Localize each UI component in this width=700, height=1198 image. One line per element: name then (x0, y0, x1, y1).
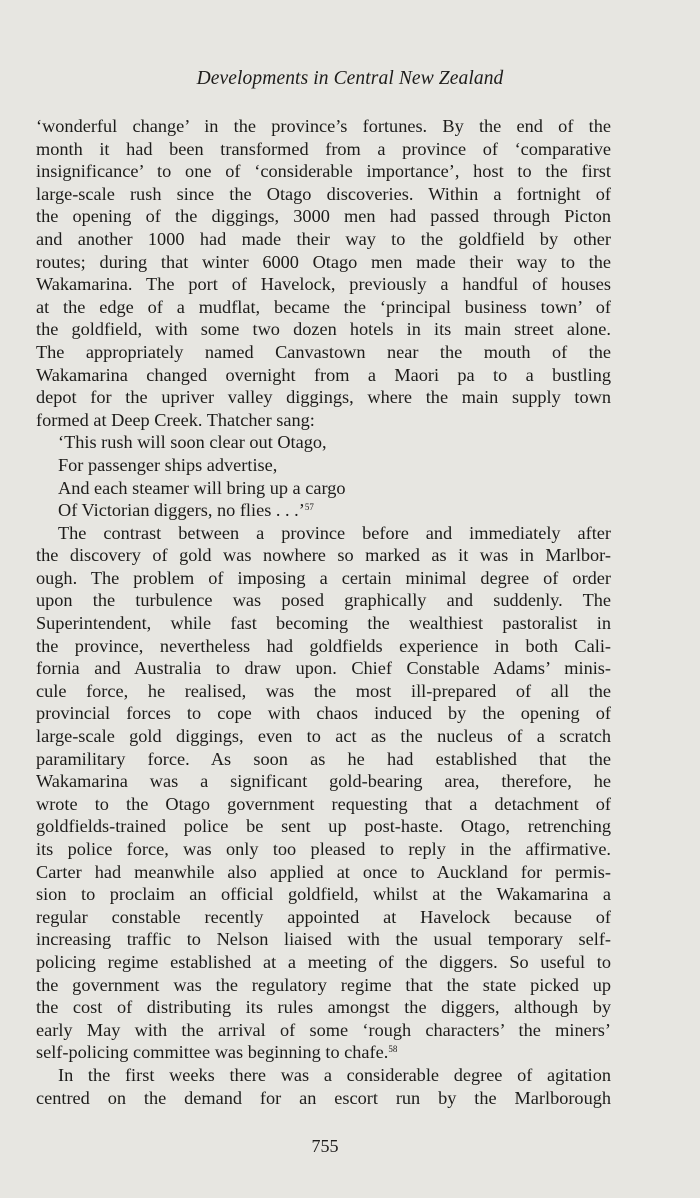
text-line: fornia and Australia to draw upon. Chief Constable Adams’ minis- (36, 658, 611, 679)
text-line: early May with the arrival of some ‘rough characters’ the miners’ (36, 1019, 611, 1040)
text-line: routes; during that winter 6000 Otago men made their way to the (36, 251, 611, 272)
text-line: Wakamarina was a significant gold-bearing area, therefore, he (36, 771, 611, 792)
text-line: centred on the demand for an escort run by the Marlborough (36, 1087, 611, 1108)
text-line: the opening of the diggings, 3000 men had passed through Picton (36, 206, 611, 227)
text-line: its police force, was only too pleased to reply in the affirmative. (36, 839, 611, 859)
text-line: the discovery of gold was nowhere so marked as it was in Marlbor- (36, 545, 611, 566)
text-line: regular constable recently appointed at Havelock because of (36, 906, 611, 927)
text-line: at the edge of a mudflat, became the ‘principal business town’ of (36, 296, 611, 317)
text-line: ough. The problem of imposing a certain minimal degree of order (36, 567, 611, 588)
text-line: the province, nevertheless had goldfields experience in both Cali- (36, 635, 611, 656)
text-line: increasing traffic to Nelson liaised with the usual temporary self- (36, 929, 611, 950)
text-line: and another 1000 had made their way to the goldfield by other (36, 228, 611, 249)
verse-line (36, 499, 611, 522)
text-line: policing regime established at a meeting of the diggers. So useful to (36, 951, 611, 972)
text-line: sion to proclaim an official goldfield, whilst at the Wakamarina a (36, 884, 611, 905)
text-line: goldfields-trained police be sent up post-haste. Otago, retrenching (36, 816, 611, 837)
text-line: insignificance’ to one of ‘considerable importance’, host to the first (36, 161, 611, 182)
text-line: Wakamarina changed overnight from a Maori pa to a bustling (36, 364, 611, 385)
verse-line: ‘This rush will soon clear out Otago, (58, 432, 327, 453)
text-line: Carter had meanwhile also applied at once to Auckland for permis- (36, 861, 611, 882)
text-line: The appropriately named Canvastown near the mouth of the (36, 341, 611, 362)
text-line: depot for the upriver valley diggings, where the main supply town (36, 387, 611, 408)
text-line: the cost of distributing its rules amongst the diggers, although by (36, 997, 611, 1018)
text-line: large-scale rush since the Otago discoveries. Within a fortnight of (36, 183, 611, 204)
text-line: The contrast between a province before and immediately after (58, 522, 611, 543)
text-line: provincial forces to cope with chaos induced by the opening of (36, 703, 611, 724)
text-line: month it had been transformed from a province of ‘comparative (36, 138, 611, 159)
text-line: formed at Deep Creek. Thatcher sang: (36, 409, 315, 430)
body-text (36, 115, 611, 1109)
text-line: wrote to the Otago government requesting that a detachment of (36, 793, 611, 814)
text-line: large-scale gold diggings, even to act as the nucleus of a scratch (36, 726, 611, 747)
text-line: ‘wonderful change’ in the province’s fortunes. By the end of the (36, 116, 611, 136)
text-line: the government was the regulatory regime that the state picked up (36, 974, 611, 995)
page-number: 755 (311, 1136, 339, 1156)
footnote-ref-58: 58 (388, 1044, 398, 1055)
text-line: Wakamarina. The port of Havelock, previously a handful of houses (36, 274, 611, 295)
text-line: the goldfield, with some two dozen hotels in its main street alone. (36, 319, 611, 340)
verse-line: And each steamer will bring up a cargo (58, 477, 346, 498)
text-line: paramilitary force. As soon as he had established that the (36, 748, 611, 769)
verse-line: For passenger ships advertise, (58, 454, 278, 475)
text-line: cule force, he realised, was the most ill-prepared of all the (36, 680, 611, 701)
running-head: Developments in Central New Zealand (196, 68, 504, 89)
text-line: Superintendent, while fast becoming the wealthiest pastoralist in (36, 613, 611, 634)
line-text: self-policing committee was beginning to chafe. (36, 1042, 389, 1063)
text-line: In the first weeks there was a considerable degree of agitation (58, 1064, 611, 1085)
verse-text: Of Victorian diggers, no flies . . .’ (58, 500, 305, 521)
text-line (36, 1041, 611, 1064)
footnote-ref-57: 57 (304, 502, 314, 513)
text-line: upon the turbulence was posed graphically and suddenly. The (36, 590, 611, 611)
